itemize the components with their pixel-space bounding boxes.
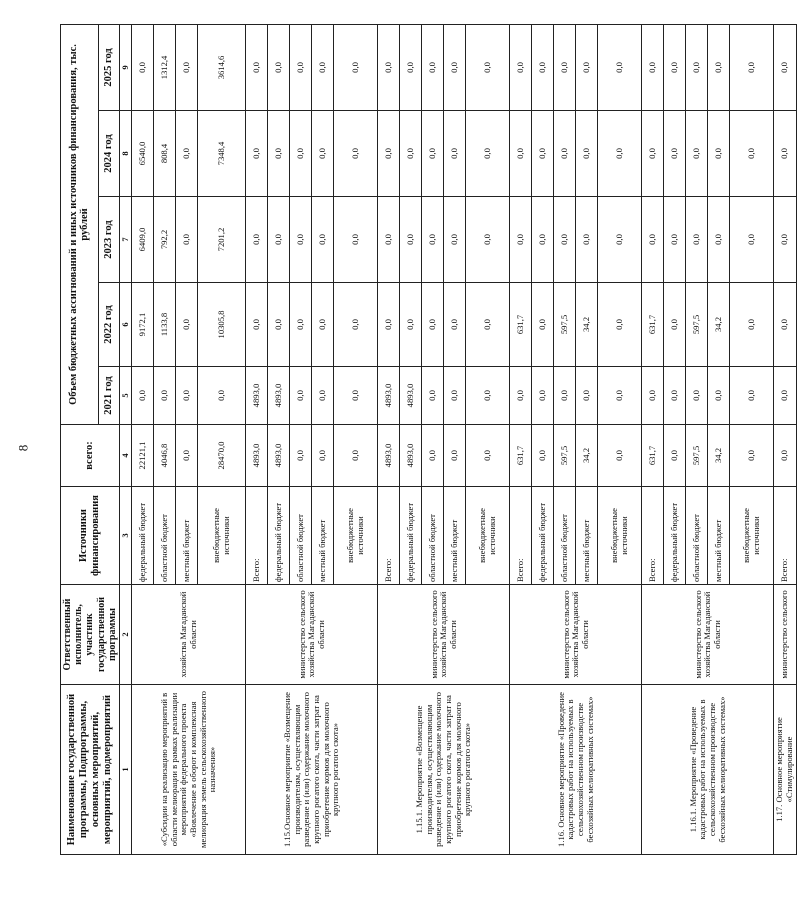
funding-source-cell: федеральный бюджет <box>664 487 686 585</box>
value-cell: 4893,0 <box>268 425 290 487</box>
responsible-cell: министерство сельского <box>774 585 796 685</box>
value-cell: 0,0 <box>576 111 598 197</box>
value-cell: 34,2 <box>576 283 598 367</box>
value-cell: 0,0 <box>466 425 510 487</box>
value-cell: 0,0 <box>422 24 444 110</box>
value-cell: 0,0 <box>708 197 730 283</box>
value-cell: 0,0 <box>664 283 686 367</box>
value-cell: 0,0 <box>290 197 312 283</box>
value-cell: 0,0 <box>268 24 290 110</box>
value-cell: 0,0 <box>268 283 290 367</box>
value-cell: 0,0 <box>176 367 198 425</box>
value-cell: 0,0 <box>554 111 576 197</box>
value-cell: 0,0 <box>334 283 378 367</box>
value-cell: 0,0 <box>312 111 334 197</box>
value-cell: 0,0 <box>268 197 290 283</box>
value-cell: 0,0 <box>246 197 268 283</box>
activity-name-cell: 1.17. Основное мероприятие «Стимулирование <box>774 685 796 855</box>
value-cell: 0,0 <box>312 283 334 367</box>
value-cell: 0,0 <box>730 425 774 487</box>
value-cell: 0,0 <box>422 425 444 487</box>
value-cell: 1133,8 <box>154 283 176 367</box>
value-cell: 0,0 <box>334 425 378 487</box>
funding-source-cell: федеральный бюджет <box>400 487 422 585</box>
value-cell: 0,0 <box>334 24 378 110</box>
value-cell: 0,0 <box>444 367 466 425</box>
value-cell: 0,0 <box>132 367 154 425</box>
rotated-table-container <box>60 25 795 855</box>
value-cell: 6409,0 <box>132 197 154 283</box>
value-cell: 597,5 <box>554 283 576 367</box>
value-cell: 0,0 <box>422 197 444 283</box>
value-cell: 0,0 <box>642 111 664 197</box>
funding-source-cell: местный бюджет <box>312 487 334 585</box>
value-cell: 0,0 <box>730 283 774 367</box>
value-cell: 0,0 <box>400 111 422 197</box>
activity-name-cell: 1.16. Основное мероприятие «Проведение кадастровых работ на используемых в сельскохозяйственном производстве бесхозяйных мелиоративных системах» <box>510 685 642 855</box>
value-cell: 0,0 <box>290 24 312 110</box>
value-cell: 4893,0 <box>246 367 268 425</box>
value-cell: 34,2 <box>708 283 730 367</box>
value-cell: 0,0 <box>176 283 198 367</box>
value-cell: 4893,0 <box>378 367 400 425</box>
header-year: 2024 год <box>98 111 119 197</box>
funding-source-cell: Всего: <box>774 487 796 585</box>
value-cell: 0,0 <box>708 367 730 425</box>
value-cell: 0,0 <box>532 283 554 367</box>
value-cell: 0,0 <box>422 283 444 367</box>
value-cell: 34,2 <box>576 425 598 487</box>
value-cell: 0,0 <box>532 367 554 425</box>
value-cell: 0,0 <box>422 111 444 197</box>
column-number: 5 <box>119 367 132 425</box>
value-cell: 0,0 <box>664 111 686 197</box>
value-cell: 0,0 <box>334 197 378 283</box>
value-cell: 0,0 <box>176 111 198 197</box>
table-row <box>378 24 400 854</box>
value-cell: 7201,2 <box>198 197 246 283</box>
value-cell: 808,4 <box>154 111 176 197</box>
header-total: всего: <box>61 425 120 487</box>
funding-source-cell: Всего: <box>246 487 268 585</box>
value-cell: 0,0 <box>554 197 576 283</box>
value-cell: 0,0 <box>400 283 422 367</box>
table-row <box>642 24 664 854</box>
value-cell: 3614,6 <box>198 24 246 110</box>
header-year: 2023 год <box>98 197 119 283</box>
value-cell: 0,0 <box>378 283 400 367</box>
value-cell: 1312,4 <box>154 24 176 110</box>
value-cell: 0,0 <box>176 24 198 110</box>
value-cell: 4046,8 <box>154 425 176 487</box>
table-row <box>774 24 796 854</box>
value-cell: 631,7 <box>642 283 664 367</box>
value-cell: 0,0 <box>378 197 400 283</box>
value-cell: 4893,0 <box>400 425 422 487</box>
funding-source-cell: внебюджетные источники <box>730 487 774 585</box>
value-cell: 0,0 <box>708 111 730 197</box>
header-year: 2021 год <box>98 367 119 425</box>
value-cell: 0,0 <box>444 425 466 487</box>
value-cell: 0,0 <box>198 367 246 425</box>
column-number: 4 <box>119 425 132 487</box>
value-cell: 0,0 <box>378 111 400 197</box>
value-cell: 0,0 <box>686 197 708 283</box>
value-cell: 631,7 <box>510 283 532 367</box>
funding-source-cell: Всего: <box>510 487 532 585</box>
value-cell: 0,0 <box>686 111 708 197</box>
value-cell: 0,0 <box>466 24 510 110</box>
funding-source-cell: областной бюджет <box>422 487 444 585</box>
value-cell: 0,0 <box>730 197 774 283</box>
column-number: 6 <box>119 283 132 367</box>
value-cell: 10305,8 <box>198 283 246 367</box>
value-cell: 0,0 <box>532 111 554 197</box>
value-cell: 34,2 <box>708 425 730 487</box>
value-cell: 0,0 <box>598 24 642 110</box>
funding-source-cell: федеральный бюджет <box>532 487 554 585</box>
value-cell: 0,0 <box>664 425 686 487</box>
value-cell: 0,0 <box>290 367 312 425</box>
header-volume: Объем бюджетных ассигнований и иных источников финансирования, тыс. рублей <box>61 24 99 424</box>
funding-source-cell: внебюджетные источники <box>466 487 510 585</box>
responsible-cell: хозяйства Магаданской области <box>132 585 246 685</box>
value-cell: 0,0 <box>312 24 334 110</box>
value-cell: 0,0 <box>444 24 466 110</box>
value-cell: 0,0 <box>774 425 796 487</box>
funding-source-cell: внебюджетные источники <box>198 487 246 585</box>
value-cell: 792,2 <box>154 197 176 283</box>
value-cell: 0,0 <box>400 197 422 283</box>
value-cell: 0,0 <box>554 24 576 110</box>
responsible-cell: министерство сельского хозяйства Магаданской области <box>378 585 510 685</box>
value-cell: 0,0 <box>334 367 378 425</box>
value-cell: 0,0 <box>730 367 774 425</box>
table-row <box>132 24 154 854</box>
value-cell: 0,0 <box>400 24 422 110</box>
column-number: 1 <box>119 685 132 855</box>
value-cell: 0,0 <box>642 367 664 425</box>
value-cell: 0,0 <box>444 111 466 197</box>
table-row <box>246 24 268 854</box>
value-cell: 597,5 <box>554 425 576 487</box>
activity-name-cell: «Субсидии на реализацию мероприятий в области мелиорации в рамках реализации мероприятий федерального проекта «Вовлечение в оборот и комплексная мелиорация земель сельскохозяйственного назначения» <box>132 685 246 855</box>
funding-source-cell: местный бюджет <box>576 487 598 585</box>
value-cell: 0,0 <box>176 197 198 283</box>
value-cell: 0,0 <box>246 283 268 367</box>
funding-source-cell: внебюджетные источники <box>598 487 642 585</box>
value-cell: 0,0 <box>510 24 532 110</box>
value-cell: 0,0 <box>576 367 598 425</box>
value-cell: 0,0 <box>334 111 378 197</box>
column-number: 9 <box>119 24 132 110</box>
value-cell: 0,0 <box>774 111 796 197</box>
value-cell: 0,0 <box>664 24 686 110</box>
value-cell: 0,0 <box>686 24 708 110</box>
value-cell: 4893,0 <box>268 367 290 425</box>
value-cell: 6540,0 <box>132 111 154 197</box>
value-cell: 0,0 <box>642 197 664 283</box>
value-cell: 597,5 <box>686 425 708 487</box>
value-cell: 0,0 <box>664 197 686 283</box>
value-cell: 9172,1 <box>132 283 154 367</box>
value-cell: 0,0 <box>444 197 466 283</box>
column-number: 8 <box>119 111 132 197</box>
header-year: 2025 год <box>98 24 119 110</box>
value-cell: 4893,0 <box>378 425 400 487</box>
value-cell: 0,0 <box>312 367 334 425</box>
value-cell: 0,0 <box>466 283 510 367</box>
value-cell: 0,0 <box>730 24 774 110</box>
table-body <box>132 24 796 854</box>
activity-name-cell: 1.16.1. Мероприятие «Проведение кадастровых работ на используемых в сельскохозяйственном производстве бесхозяйных мелиоративных системах» <box>642 685 774 855</box>
column-number: 3 <box>119 487 132 585</box>
value-cell: 7348,4 <box>198 111 246 197</box>
value-cell: 0,0 <box>466 197 510 283</box>
value-cell: 0,0 <box>154 367 176 425</box>
funding-source-cell: областной бюджет <box>554 487 576 585</box>
value-cell: 0,0 <box>510 111 532 197</box>
value-cell: 0,0 <box>532 197 554 283</box>
header-sources: Источники финансирования <box>61 487 120 585</box>
value-cell: 4893,0 <box>246 425 268 487</box>
funding-source-cell: Всего: <box>378 487 400 585</box>
value-cell: 0,0 <box>598 111 642 197</box>
value-cell: 0,0 <box>466 111 510 197</box>
value-cell: 631,7 <box>510 425 532 487</box>
responsible-cell: министерство сельского хозяйства Магаданской области <box>510 585 642 685</box>
funding-source-cell: федеральный бюджет <box>132 487 154 585</box>
value-cell: 0,0 <box>730 111 774 197</box>
funding-source-cell: местный бюджет <box>708 487 730 585</box>
value-cell: 0,0 <box>290 111 312 197</box>
value-cell: 0,0 <box>176 425 198 487</box>
value-cell: 0,0 <box>246 24 268 110</box>
value-cell: 0,0 <box>466 367 510 425</box>
value-cell: 0,0 <box>510 367 532 425</box>
responsible-cell: министерство сельского хозяйства Магаданской области <box>642 585 774 685</box>
funding-source-cell: областной бюджет <box>290 487 312 585</box>
funding-source-cell: областной бюджет <box>154 487 176 585</box>
funding-source-cell: местный бюджет <box>176 487 198 585</box>
value-cell: 0,0 <box>378 24 400 110</box>
page-number: 8 <box>15 444 31 452</box>
value-cell: 0,0 <box>686 367 708 425</box>
responsible-cell: министерство сельского хозяйства Магаданской области <box>246 585 378 685</box>
funding-source-cell: федеральный бюджет <box>268 487 290 585</box>
header-name: Наименование государственной программы, Подпрограммы, основных мероприятий, мероприятий, подмероприятий <box>61 685 120 855</box>
funding-source-cell: внебюджетные источники <box>334 487 378 585</box>
value-cell: 0,0 <box>132 24 154 110</box>
budget-table <box>60 24 797 855</box>
value-cell: 0,0 <box>642 24 664 110</box>
table-row <box>510 24 532 854</box>
value-cell: 597,5 <box>686 283 708 367</box>
value-cell: 0,0 <box>444 283 466 367</box>
funding-source-cell: местный бюджет <box>444 487 466 585</box>
value-cell: 0,0 <box>774 367 796 425</box>
value-cell: 0,0 <box>554 367 576 425</box>
header-year: 2022 год <box>98 283 119 367</box>
funding-source-cell: областной бюджет <box>686 487 708 585</box>
value-cell: 28470,0 <box>198 425 246 487</box>
value-cell: 0,0 <box>708 24 730 110</box>
value-cell: 0,0 <box>312 197 334 283</box>
value-cell: 0,0 <box>774 197 796 283</box>
value-cell: 0,0 <box>598 197 642 283</box>
value-cell: 0,0 <box>422 367 444 425</box>
column-number: 7 <box>119 197 132 283</box>
header-responsible: Ответственный исполнитель, участник государственной программы <box>61 585 120 685</box>
value-cell: 0,0 <box>576 197 598 283</box>
activity-name-cell: 1.15.Основное мероприятие «Возмещение производителям, осуществляющим разведение и (или) содержание молочного крупного рогатого скота, части затрат на приобретение кормов для молочного крупного рогатого скота» <box>246 685 378 855</box>
value-cell: 0,0 <box>312 425 334 487</box>
value-cell: 0,0 <box>774 283 796 367</box>
value-cell: 0,0 <box>774 24 796 110</box>
value-cell: 0,0 <box>532 24 554 110</box>
value-cell: 0,0 <box>290 425 312 487</box>
value-cell: 4893,0 <box>400 367 422 425</box>
column-number: 2 <box>119 585 132 685</box>
value-cell: 0,0 <box>664 367 686 425</box>
value-cell: 0,0 <box>598 367 642 425</box>
value-cell: 0,0 <box>290 283 312 367</box>
value-cell: 0,0 <box>598 283 642 367</box>
value-cell: 0,0 <box>268 111 290 197</box>
activity-name-cell: 1.15.1. Мероприятие «Возмещение производителям, осуществляющим разведение и (или) содержание молочного крупного рогатого скота, части затрат на приобретение кормов для молочного крупного рогатого скота» <box>378 685 510 855</box>
funding-source-cell: Всего: <box>642 487 664 585</box>
value-cell: 0,0 <box>246 111 268 197</box>
value-cell: 0,0 <box>532 425 554 487</box>
value-cell: 0,0 <box>576 24 598 110</box>
value-cell: 0,0 <box>510 197 532 283</box>
value-cell: 631,7 <box>642 425 664 487</box>
value-cell: 22121,1 <box>132 425 154 487</box>
value-cell: 0,0 <box>598 425 642 487</box>
